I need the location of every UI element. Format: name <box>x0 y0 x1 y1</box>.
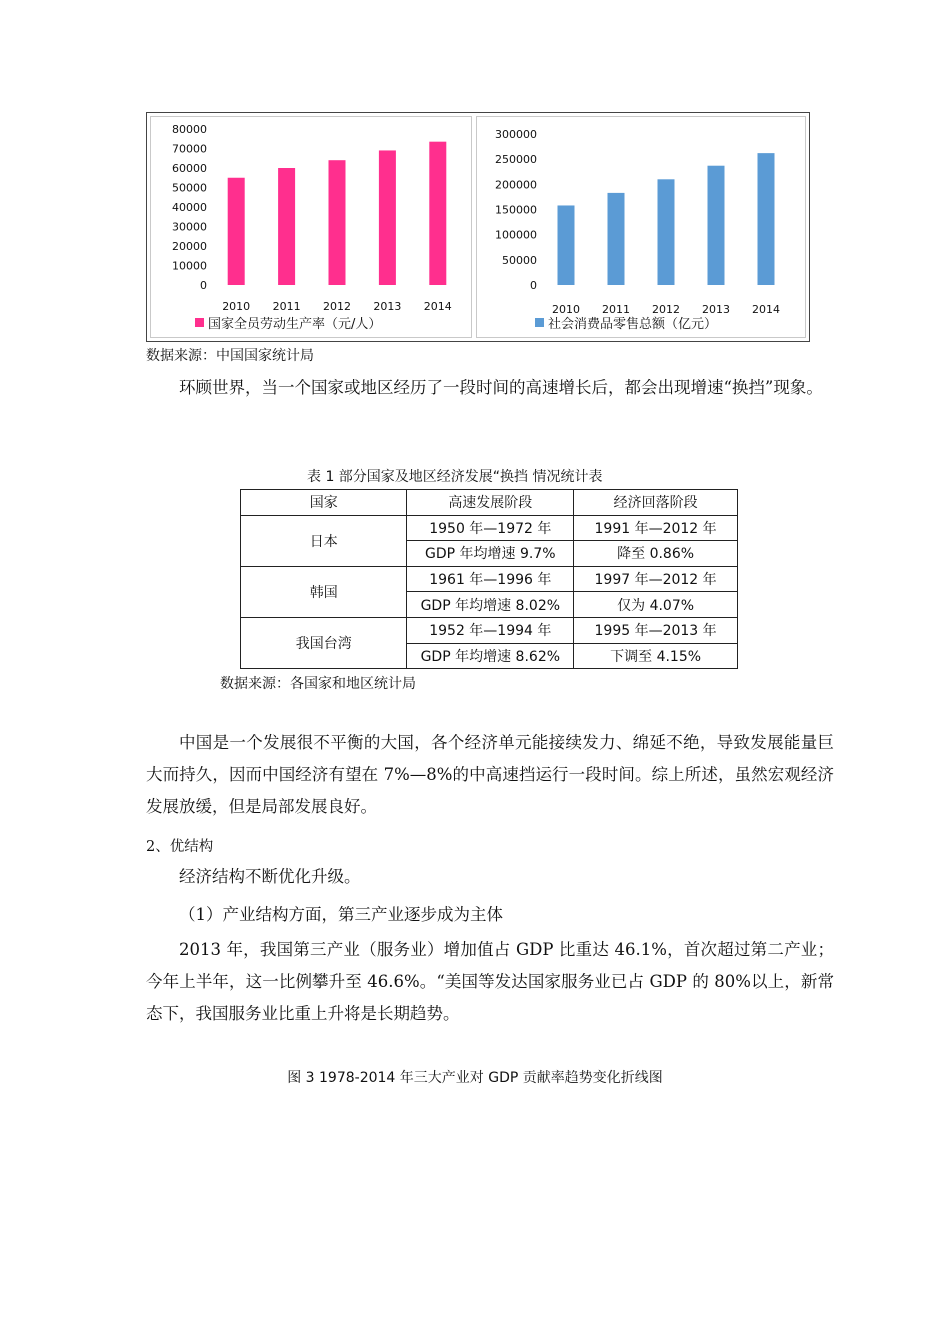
x-tick-label: 2012 <box>652 303 680 316</box>
y-tick-label: 250000 <box>495 153 537 167</box>
retail-sales-legend <box>535 313 717 332</box>
x-tick-label: 2011 <box>602 303 630 316</box>
row-period-high: 1961 年—1996 年 <box>407 566 574 592</box>
table-caption: 表 1 部分国家及地区经济发展“换挡 情况统计表 <box>307 469 603 485</box>
bar-2010 <box>558 205 575 285</box>
legend-label: 社会消费品零售总额（亿元） <box>548 317 718 332</box>
bar-2013 <box>379 150 396 285</box>
row-rate-low: 仅为 4.07% <box>574 592 738 618</box>
paragraph-industry: （1）产业结构方面，第三产业逐步成为主体 <box>179 905 503 924</box>
retail-sales-chart <box>476 116 806 338</box>
bar-2014 <box>429 142 446 285</box>
table-row <box>241 566 738 592</box>
x-tick-label: 2010 <box>222 300 251 313</box>
y-tick-label: 60000 <box>172 162 207 175</box>
row-name: 韩国 <box>241 566 407 617</box>
y-tick-label: 0 <box>530 279 537 292</box>
y-tick-label: 0 <box>200 279 207 292</box>
y-tick-label: 10000 <box>172 259 207 273</box>
row-period-high: 1950 年—1972 年 <box>407 515 574 541</box>
row-period-low: 1995 年—2013 年 <box>574 617 738 643</box>
row-name: 日本 <box>241 515 407 566</box>
bar-2012 <box>329 160 346 285</box>
bar-2010 <box>228 178 245 285</box>
labor-productivity-legend <box>195 313 381 332</box>
source-note-2: 数据来源：各国家和地区统计局 <box>220 676 416 692</box>
row-rate-high: GDP 年均增速 8.02% <box>407 592 574 618</box>
charts-frame <box>146 112 810 342</box>
x-tick-label: 2014 <box>423 300 452 313</box>
bar-2012 <box>658 179 675 285</box>
y-tick-label: 30000 <box>172 220 207 234</box>
x-tick-label: 2010 <box>552 303 580 316</box>
paragraph-structure: 经济结构不断优化升级。 <box>179 867 361 886</box>
header-high-growth: 高速发展阶段 <box>407 490 574 516</box>
header-country: 国家 <box>241 490 407 516</box>
y-tick-label: 40000 <box>172 201 207 214</box>
legend-swatch-pink <box>195 318 204 327</box>
row-period-high: 1952 年—1994 年 <box>407 617 574 643</box>
row-rate-high: GDP 年均增速 9.7% <box>407 541 574 567</box>
retail-sales-chart-svg <box>477 117 805 337</box>
row-period-low: 1991 年—2012 年 <box>574 515 738 541</box>
figure-caption: 图 3 1978-2014 年三大产业对 GDP 贡献率趋势变化折线图 <box>287 1070 663 1086</box>
paragraph-china-economy: 中国是一个发展很不平衡的大国，各个经济单元能接续发力、绵延不绝，导致发展能量巨大而持久，因而中国经济有望在 7%—8%的中高速挡运行一段时间。综上所述，虽然宏观经济发展放缓，但是局部发展良好。 <box>146 733 834 817</box>
legend-swatch-blue <box>535 318 544 327</box>
paragraph-shift: 环顾世界，当一个国家或地区经历了一段时间的高速增长后，都会出现增速“换挡”现象。 <box>179 378 823 397</box>
legend-label: 国家全员劳动生产率（元/人） <box>208 317 382 332</box>
y-tick-label: 50000 <box>502 253 537 267</box>
table-row <box>241 515 738 541</box>
source-note-1: 数据来源：中国国家统计局 <box>146 348 314 364</box>
x-tick-label: 2012 <box>323 300 351 313</box>
table-row <box>241 617 738 643</box>
x-tick-label: 2013 <box>702 303 730 316</box>
row-rate-high: GDP 年均增速 8.62% <box>407 643 574 669</box>
bar-2013 <box>708 166 725 285</box>
y-tick-label: 200000 <box>495 178 537 192</box>
row-rate-low: 降至 0.86% <box>574 541 738 567</box>
shift-statistics-table <box>240 489 738 669</box>
y-tick-label: 70000 <box>172 142 207 156</box>
section-heading: 2、优结构 <box>146 839 214 855</box>
labor-productivity-chart-svg <box>151 117 471 337</box>
paragraph-services: 2013 年，我国第三产业（服务业）增加值占 GDP 比重达 46.1%，首次超过第二产业；今年上半年，这一比例攀升至 46.6%。“美国等发达国家服务业已占 GDP 的 80%以上，新常态下，我国服务业比重上升将是长期趋势。 <box>146 940 834 1024</box>
y-tick-label: 150000 <box>495 203 537 217</box>
y-tick-label: 300000 <box>495 128 537 141</box>
y-tick-label: 80000 <box>172 123 207 136</box>
bar-2011 <box>608 193 625 285</box>
row-rate-low: 下调至 4.15% <box>574 643 738 669</box>
x-tick-label: 2014 <box>752 303 780 316</box>
x-tick-label: 2013 <box>373 300 402 313</box>
y-tick-label: 20000 <box>172 240 207 253</box>
row-name: 我国台湾 <box>241 617 407 668</box>
table-header-row <box>241 490 738 516</box>
y-tick-label: 100000 <box>495 228 537 242</box>
y-tick-label: 50000 <box>172 181 207 195</box>
bar-2011 <box>278 168 295 285</box>
x-tick-label: 2011 <box>272 300 301 313</box>
row-period-low: 1997 年—2012 年 <box>574 566 738 592</box>
labor-productivity-chart <box>150 116 472 338</box>
header-decline: 经济回落阶段 <box>574 490 738 516</box>
bar-2014 <box>758 153 775 285</box>
